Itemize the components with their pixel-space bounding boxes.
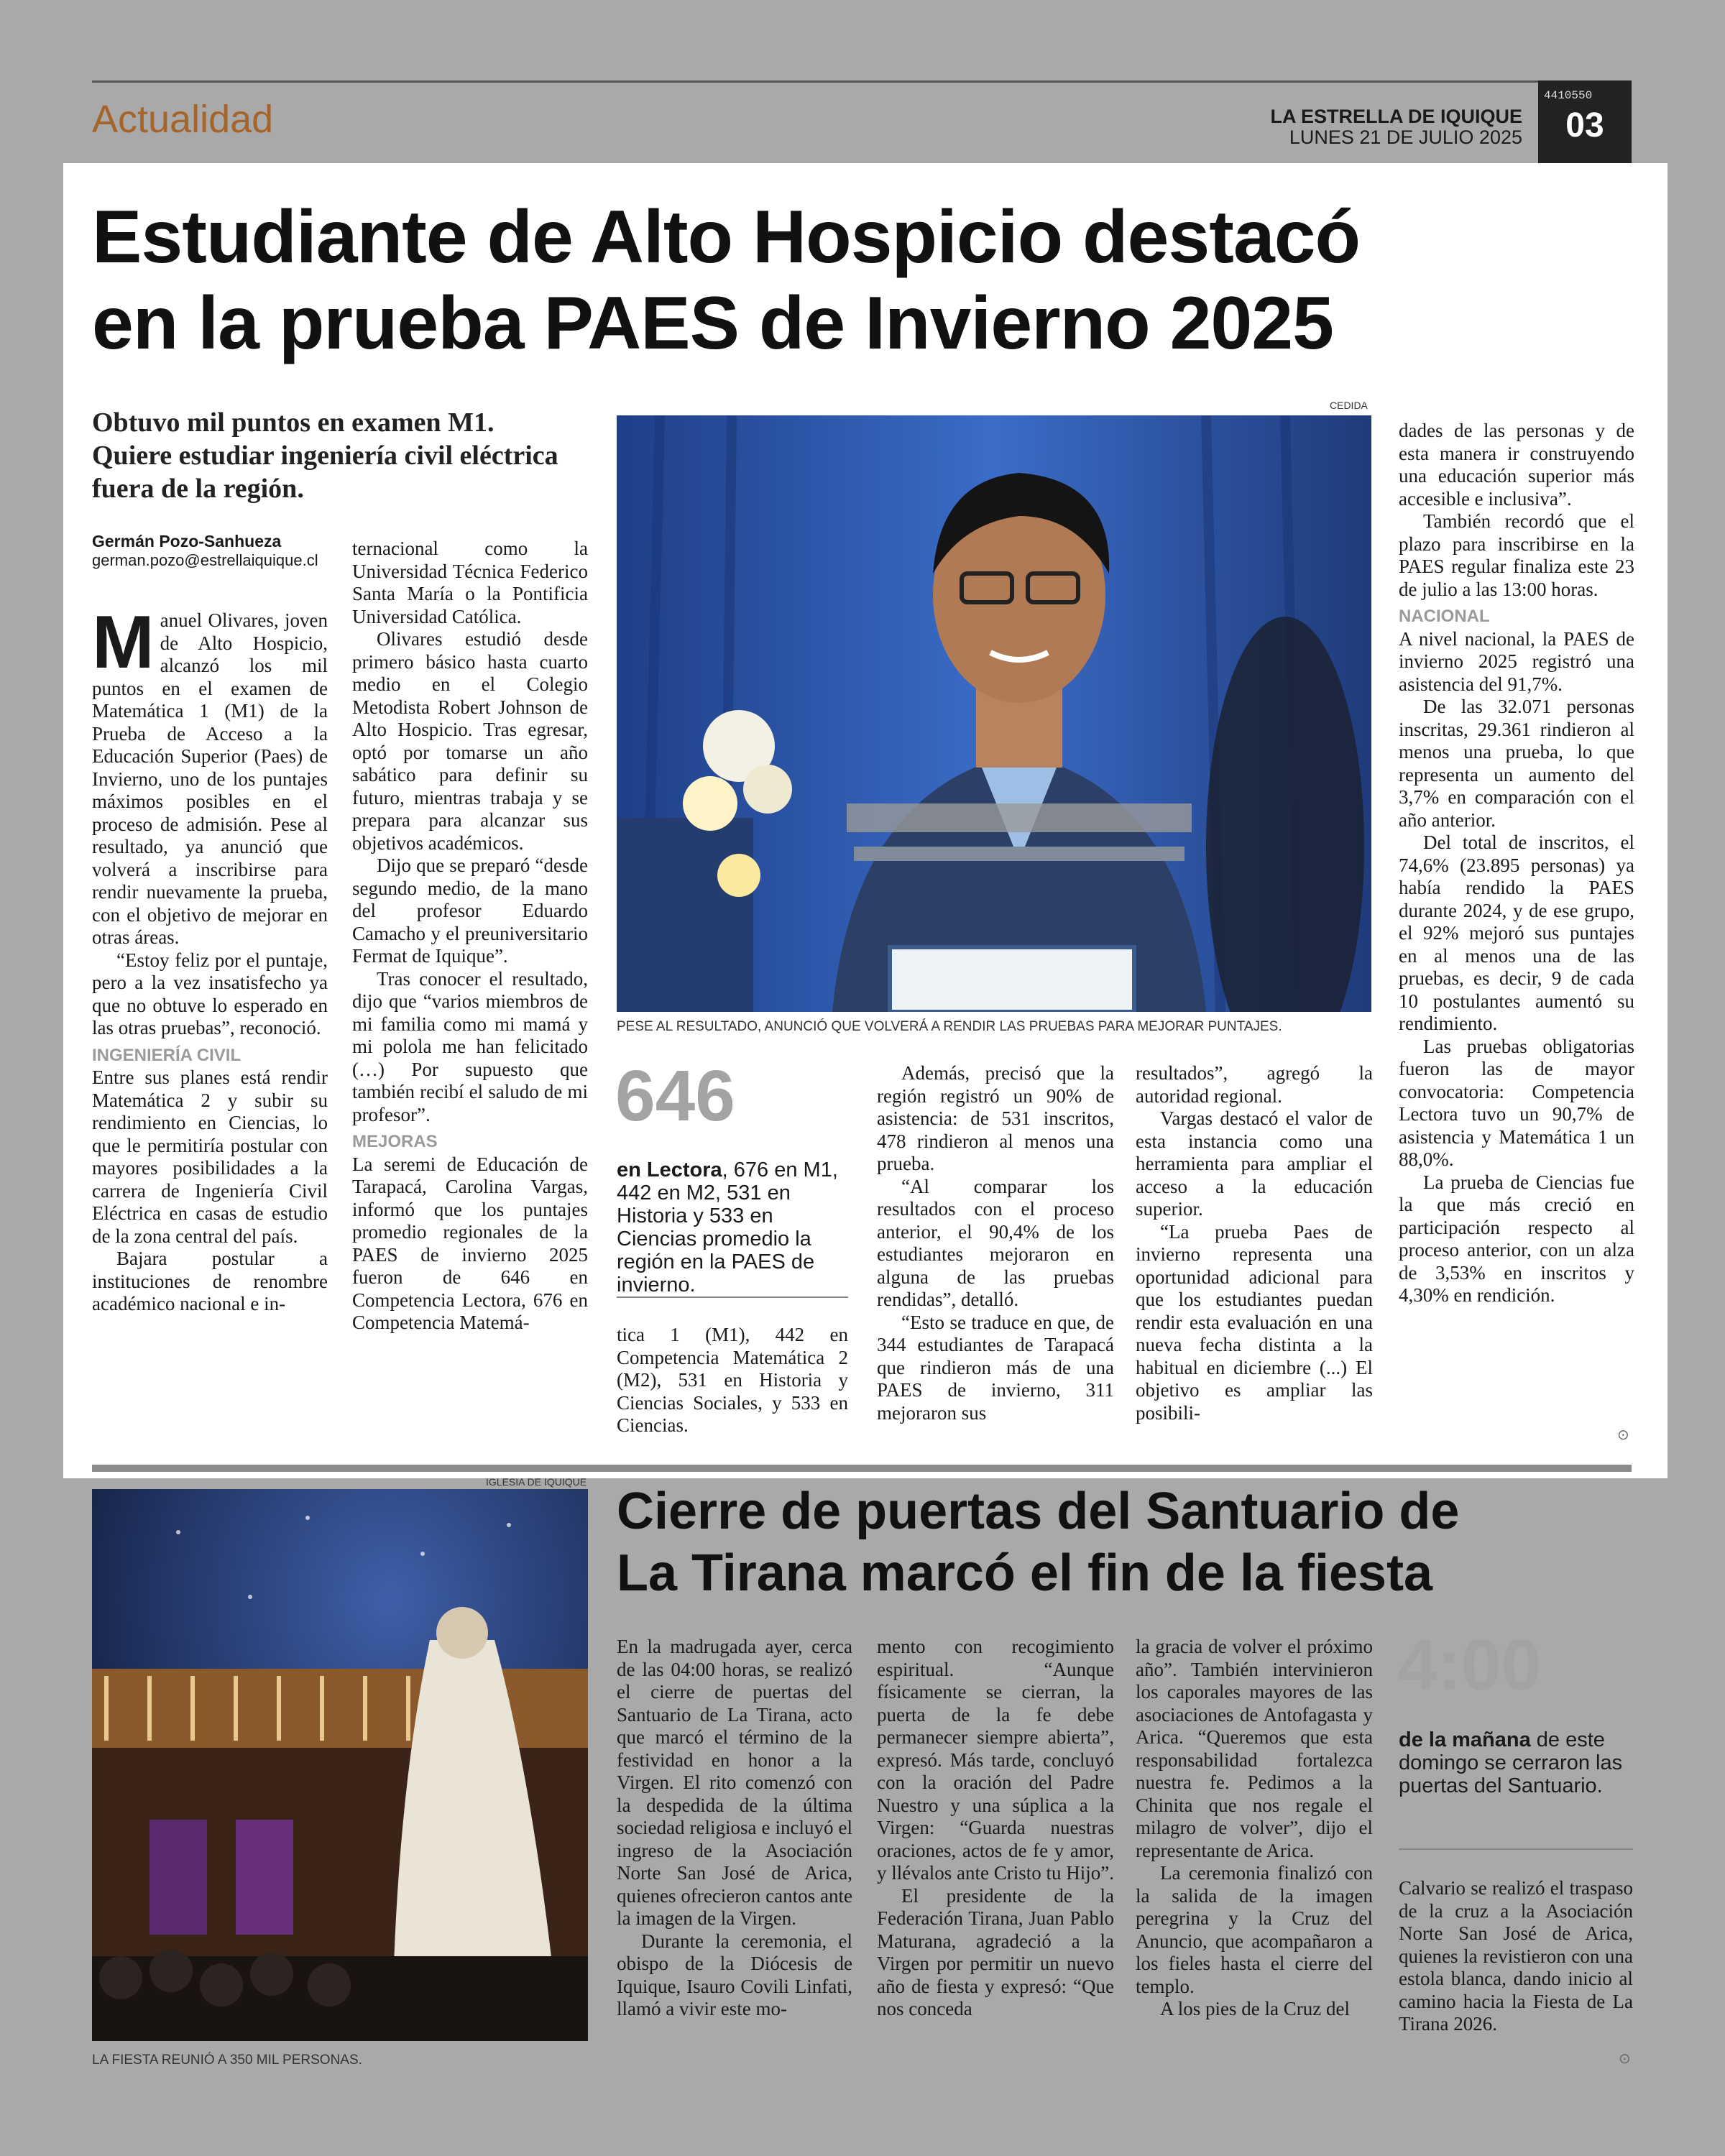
- paragraph: En la madrugada ayer, cerca de las 04:00 horas, se realizó el cierre de puertas del Santuario de La Tirana, acto que marcó el término de la festividad en honor a la Virgen. El rito comenzó con la despedida de la última sociedad religiosa e incluyó el ingreso de la Asociación Norte San José de Arica, quienes ofrecieron cantos ante la imagen de la Virgen.: [617, 1636, 852, 1929]
- paragraph: La ceremonia finalizó con la salida de la imagen peregrina y la Cruz del Anuncio, que acompañaron a los fieles hasta el cierre del templo.: [1136, 1862, 1373, 1997]
- end-of-article2-icon: ⊙: [1619, 2051, 1631, 2067]
- article2-headline: [617, 1480, 1637, 1604]
- paragraph: “Estoy feliz por el puntaje, pero a la vez insatisfecho ya que no obtuve lo esperado en las otras pruebas”, reconoció.: [92, 949, 328, 1038]
- subheading-ingenieria: INGENIERÍA CIVIL: [92, 1045, 242, 1065]
- headline-line-1: Estudiante de Alto Hospicio destacó: [92, 195, 1361, 279]
- article-column-3: [617, 1324, 848, 1437]
- subheading-mejoras: MEJORAS: [352, 1132, 438, 1151]
- issue-code: 4410550: [1544, 89, 1593, 102]
- byline: [92, 532, 318, 570]
- end-of-article-icon: ⊙: [1617, 1427, 1629, 1443]
- paragraph: Vargas destacó el valor de esta instancia como una herramienta para ampliar el acceso a la educación superior.: [1136, 1107, 1373, 1220]
- article-separator: [92, 1465, 1632, 1472]
- sanctuary-photo: [92, 1489, 588, 2041]
- header-rule: [92, 80, 1632, 83]
- article2-stat-bold: de la mañana: [1399, 1728, 1531, 1751]
- paragraph: De las 32.071 personas inscritas, 29.361 rindieron al menos una prueba, lo que representa un aumento del 3,7% en comparación con el año anterior.: [1399, 696, 1634, 831]
- paragraph: la gracia de volver el próximo año”. También intervinieron los caporales mayores de las asociaciones de Antofagasta y Arica. “Queremos que esta responsabilidad fortalezca nuestra fe. Pedimos a la Chinita que nos regale el milagro de volver”, dijo el representante de Arica.: [1136, 1636, 1373, 1861]
- headline-line-2: en la prueba PAES de Invierno 2025: [92, 282, 1333, 365]
- paragraph: Tras conocer el resultado, dijo que “varios miembros de mi familia como mi mamá y mi polola me han felicitado (…) Por supuesto que también recibí el saludo de mi profesor”.: [352, 967, 588, 1125]
- article-headline: [92, 194, 1637, 367]
- callout-rule: [617, 1296, 848, 1298]
- photo-caption: PESE AL RESULTADO, ANUNCIÓ QUE VOLVERÁ A RENDIR LAS PRUEBAS PARA MEJORAR PUNTAJES.: [617, 1019, 1282, 1034]
- paragraph: Dijo que se preparó “desde segundo medio, de la mano del profesor Eduardo Camacho y el preuniversitario Fermat de Iquique”.: [352, 854, 588, 967]
- paragraph: dades de las personas y de esta manera ir construyendo una educación superior más accesible e inclusiva”.: [1399, 420, 1634, 510]
- paragraph: También recordó que el plazo para inscribirse en la PAES regular finaliza este 23 de julio a las 13:00 horas.: [1399, 510, 1634, 600]
- photo2-credit: IGLESIA DE IQUIQUE: [486, 1476, 587, 1488]
- author-email[interactable]: german.pozo@estrellaiquique.cl: [92, 551, 318, 569]
- issue-date: LUNES 21 DE JULIO 2025: [1289, 126, 1522, 148]
- paragraph: Olivares estudió desde primero básico hasta cuarto medio en el Colegio Metodista Robert Johnson de Alto Hospicio. Tras egresar, optó por tomarse un año sabático para definir su futuro, mientras trabaja y se prepara para alcanzar sus objetivos académicos.: [352, 628, 588, 854]
- stat-callout: [617, 1158, 847, 1296]
- article2-column-1: [617, 1636, 852, 2021]
- article2-callout-rule: [1399, 1848, 1633, 1850]
- paragraph: A nivel nacional, la PAES de invierno 2025 registró una asistencia del 91,7%.: [1399, 627, 1634, 695]
- paragraph: mento con recogimiento espiritual. “Aunque físicamente se cierran, la puerta de la fe debe permanecer siempre abierta”, expresó. Más tarde, concluyó con la oración del Padre Nuestro y una súplica a la Virgen: “Guarda nuestras oraciones, actos de fe y amor, y llévalos ante Cristo tu Hijo”.: [877, 1636, 1114, 1884]
- paragraph: Además, precisó que la región registró un 90% de asistencia: de 531 inscritos, 478 rindieron al menos una prueba.: [877, 1062, 1114, 1174]
- article2-headline-line-1: Cierre de puertas del Santuario de: [617, 1483, 1460, 1540]
- sanctuary-photo-illustration: [92, 1489, 588, 2041]
- paragraph: Calvario se realizó el traspaso de la cruz a la Asociación Norte San José de Arica, quienes la revistieron con una estola blanca, dando inicio al camino hacia la Fiesta de La Tirana 2026.: [1399, 1877, 1633, 2035]
- article2-stat-callout: [1399, 1728, 1629, 1797]
- article-column-4: [877, 1062, 1114, 1424]
- article2-headline-line-2: La Tirana marcó el fin de la fiesta: [617, 1544, 1433, 1602]
- photo2-caption: LA FIESTA REUNIÓ A 350 MIL PERSONAS.: [92, 2053, 362, 2068]
- author-name: Germán Pozo-Sanhueza: [92, 532, 282, 550]
- paragraph: La prueba de Ciencias fue la que más creció en participación respecto al proceso anterior, con un alza de 3,53% en inscritos y 4,30% en rendición.: [1399, 1171, 1634, 1306]
- article2-column-2: [877, 1636, 1114, 2021]
- paragraph: Durante la ceremonia, el obispo de la Diócesis de Iquique, Isauro Covili Linfati, llamó a vivir este mo-: [617, 1930, 852, 2019]
- stat-number: 646: [615, 1056, 735, 1136]
- paragraph: El presidente de la Federación Tirana, Juan Pablo Maturana, agradeció a la Virgen por permitir un nuevo año de fiesta y expresó: “Que nos conceda: [877, 1884, 1114, 2019]
- paragraph: resultados”, agregó la autoridad regional.: [1136, 1062, 1373, 1107]
- article-deck: Obtuvo mil puntos en examen M1. Quiere estudiar ingeniería civil eléctrica fuera de la región.: [92, 407, 558, 504]
- paragraph: anuel Olivares, joven de Alto Hospicio, alcanzó los mil puntos en el examen de Matemática 1 (M1) de la Prueba de Acceso a la Educación Superior (Paes) de Invierno, uno de los puntajes máximos posibles en el proceso de admisión. Pese al resultado, ya anunció que volverá a inscribirse para rendir nuevamente la prueba, con el objetivo de mejorar en otras áreas.: [92, 609, 328, 948]
- newspaper-name: LA ESTRELLA DE IQUIQUE: [1270, 106, 1522, 127]
- section-label: Actualidad: [92, 98, 274, 141]
- article2-stat-number: 4:00: [1397, 1625, 1542, 1705]
- paragraph: “Al comparar los resultados con el proceso anterior, el 90,4% de los estudiantes mejoraron en alguna de las pruebas rendidas”, detalló.: [877, 1175, 1114, 1310]
- subheading-nacional: NACIONAL: [1399, 607, 1490, 626]
- article2-column-4: [1399, 1877, 1633, 2036]
- stat-callout-text: , 676 en M1, 442 en M2, 531 en Historia y 533 en Ciencias promedio la región en la PAES de invierno.: [617, 1158, 838, 1296]
- student-photo-illustration: [617, 415, 1371, 1012]
- paragraph: Las pruebas obligatorias fueron las de mayor convocatoria: Competencia Lectora tuvo un 90,7% de asistencia y Matemática 1 un 88,0%.: [1399, 1035, 1634, 1170]
- paragraph: tica 1 (M1), 442 en Competencia Matemática 2 (M2), 531 en Historia y Ciencias Sociales, y 533 en Ciencias.: [617, 1324, 848, 1436]
- photo-credit: CEDIDA: [1330, 400, 1368, 411]
- article2-stat-text: de este domingo se cerraron las puertas del Santuario.: [1399, 1728, 1623, 1797]
- paragraph: Entre sus planes está rendir Matemática 2 y subir su rendimiento en Ciencias, lo que le permitiría postular con mayores posibilidades a la carrera de Ingeniería Civil Eléctrica en casas de estudio de la zona central del país.: [92, 1067, 328, 1247]
- paragraph: La seremi de Educación de Tarapacá, Carolina Vargas, informó que los puntajes promedio regionales de la PAES de invierno 2025 fueron de 646 en Competencia Lectora, 676 en Competencia Matemá-: [352, 1153, 588, 1333]
- paragraph: Del total de inscritos, el 74,6% (23.895 personas) ya había rendido la PAES durante 2024, y de ese grupo, el 92% mejoró sus puntajes en al menos una de las pruebas, es decir, 9 de cada 10 postulantes aumentó su rendimiento.: [1399, 831, 1634, 1034]
- masthead: [1270, 106, 1522, 148]
- student-photo: [617, 415, 1371, 1012]
- article-column-2: [352, 538, 588, 1335]
- dropcap: M: [92, 601, 155, 684]
- paragraph: A los pies de la Cruz del: [1160, 1998, 1350, 2019]
- article2-column-3: [1136, 1636, 1373, 2021]
- page-number: 03: [1538, 80, 1632, 163]
- paragraph: “Esto se traduce en que, de 344 estudiantes de Tarapacá que rindieron más de una PAES de invierno, 311 mejoraron sus: [877, 1311, 1114, 1424]
- stat-callout-bold: en Lectora: [617, 1158, 722, 1181]
- paragraph: Bajara postular a instituciones de renombre académico nacional e in-: [92, 1248, 328, 1314]
- article-column-6: [1399, 420, 1634, 1307]
- paragraph: “La prueba Paes de invierno representa una oportunidad adicional para que los estudiantes puedan rendir esta evaluación en una nueva fecha distinta a la habitual en diciembre (...) El objetivo es ampliar las posibili-: [1136, 1220, 1373, 1424]
- article-column-5: [1136, 1062, 1373, 1424]
- paragraph: ternacional como la Universidad Técnica Federico Santa María o la Pontificia Universidad Católica.: [352, 538, 588, 627]
- article-column-1: [92, 601, 328, 1316]
